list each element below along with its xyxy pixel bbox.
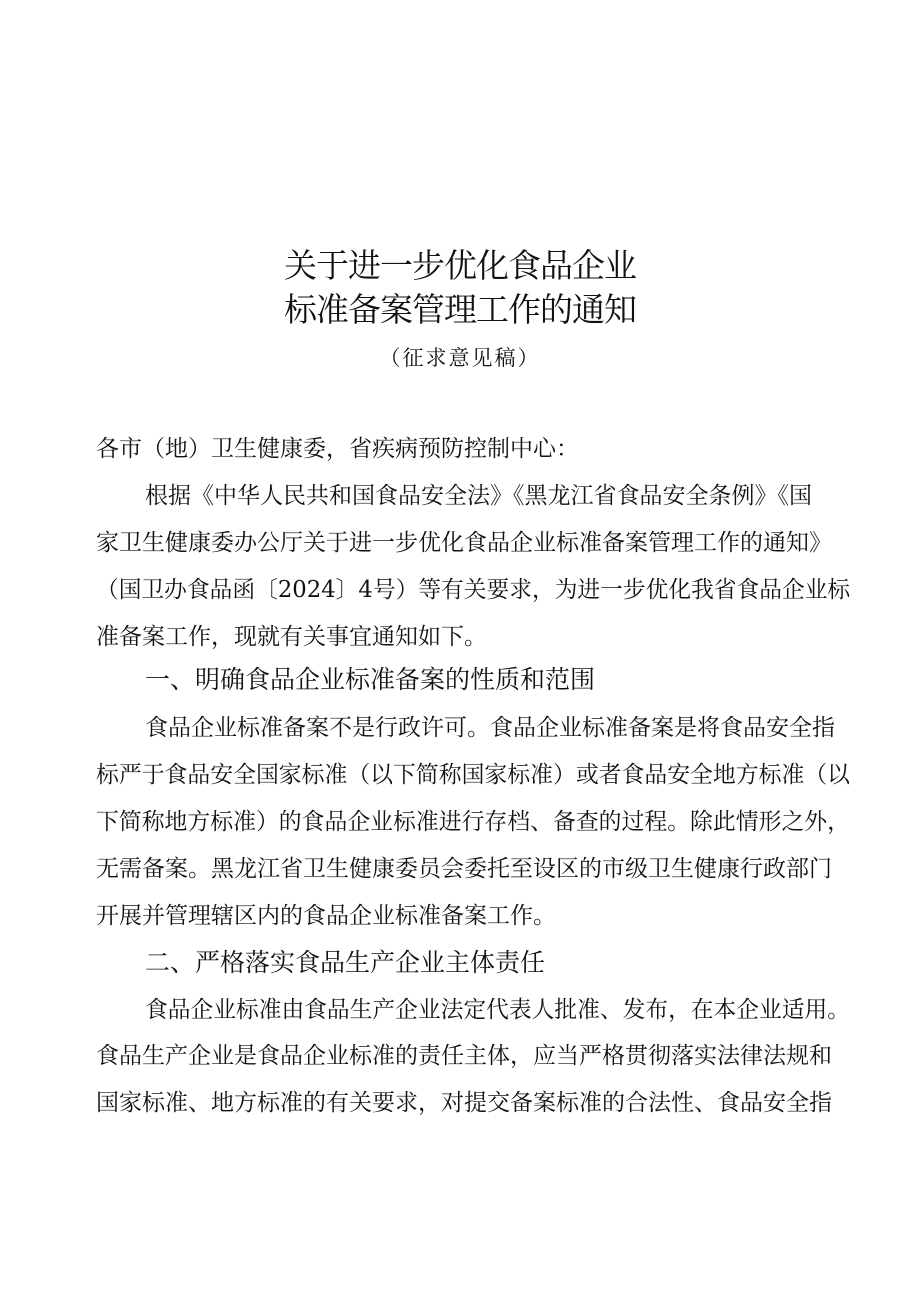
intro-line: （国卫办食品函〔2024〕4号）等有关要求，为进一步优化我省食品企业标 xyxy=(96,577,851,603)
section-2-line: 国家标准、地方标准的有关要求，对提交备案标准的合法性、食品安全指 xyxy=(96,1090,832,1116)
section-1-line: 开展并管理辖区内的食品企业标准备案工作。 xyxy=(96,903,556,929)
document-title-line-2: 标准备案管理工作的通知 xyxy=(284,290,636,329)
section-2-line: 食品企业标准由食品生产企业法定代表人批准、发布，在本企业适用。 xyxy=(145,997,850,1023)
section-1-line: 下简称地方标准）的食品企业标准进行存档、备查的过程。除此情形之外， xyxy=(96,809,850,835)
document-title-line-1: 关于进一步优化食品企业 xyxy=(284,246,636,285)
section-1-line: 无需备案。黑龙江省卫生健康委员会委托至设区的市级卫生健康行政部门 xyxy=(96,856,832,882)
section-heading-1: 一、明确食品企业标准备案的性质和范围 xyxy=(145,665,596,694)
section-1-line: 食品企业标准备案不是行政许可。食品企业标准备案是将食品安全指 xyxy=(145,715,835,741)
intro-line: 家卫生健康委办公厅关于进一步优化食品企业标准备案管理工作的通知》 xyxy=(96,530,832,556)
section-2-line: 食品生产企业是食品企业标准的责任主体，应当严格贯彻落实法律法规和 xyxy=(96,1043,832,1069)
intro-line: 根据《中华人民共和国食品安全法》《黑龙江省食品安全条例》《国 xyxy=(145,483,812,509)
document-subtitle: （征求意见稿） xyxy=(379,346,541,370)
section-heading-2: 二、严格落实食品生产企业主体责任 xyxy=(145,948,546,977)
section-1-line: 标严于食品安全国家标准（以下简称国家标准）或者食品安全地方标准（以 xyxy=(96,762,850,788)
salutation: 各市（地）卫生健康委，省疾病预防控制中心： xyxy=(96,436,579,462)
intro-line: 准备案工作，现就有关事宜通知如下。 xyxy=(96,624,487,650)
